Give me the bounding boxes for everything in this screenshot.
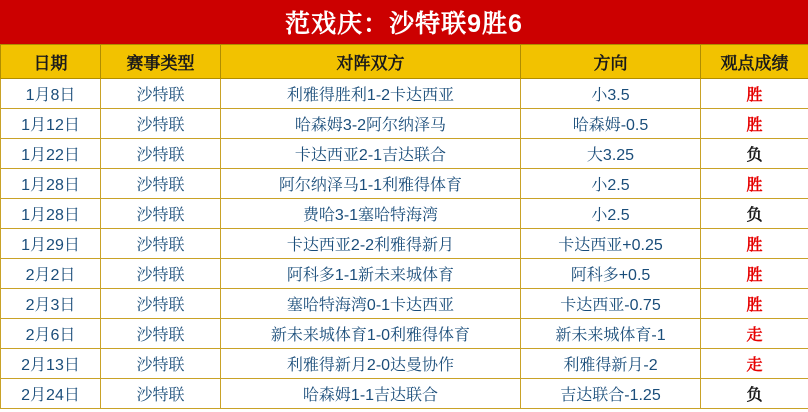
table-row <box>1 169 808 199</box>
cell-league: 沙特联 <box>101 169 221 199</box>
cell-match: 利雅得胜利1-2卡达西亚 <box>221 79 521 109</box>
cell-match: 新未来城体育1-0利雅得体育 <box>221 319 521 349</box>
column-header-date: 日期 <box>1 45 101 79</box>
cell-direction: 小2.5 <box>521 169 701 199</box>
table-row <box>1 259 808 289</box>
cell-result: 负 <box>701 139 808 169</box>
cell-result: 负 <box>701 199 808 229</box>
cell-date: 2月2日 <box>1 259 101 289</box>
cell-date: 1月22日 <box>1 139 101 169</box>
page-title: 范戏庆：沙特联9胜6 <box>285 10 523 38</box>
cell-match: 利雅得新月2-0达曼协作 <box>221 349 521 379</box>
cell-direction: 小2.5 <box>521 199 701 229</box>
records-table <box>0 44 808 409</box>
cell-direction: 利雅得新月-2 <box>521 349 701 379</box>
table-row <box>1 229 808 259</box>
cell-result: 胜 <box>701 289 808 319</box>
table-body <box>1 79 808 409</box>
cell-league: 沙特联 <box>101 349 221 379</box>
cell-match: 卡达西亚2-2利雅得新月 <box>221 229 521 259</box>
cell-league: 沙特联 <box>101 109 221 139</box>
cell-result: 胜 <box>701 109 808 139</box>
cell-date: 1月8日 <box>1 79 101 109</box>
cell-league: 沙特联 <box>101 379 221 409</box>
cell-match: 塞哈特海湾0-1卡达西亚 <box>221 289 521 319</box>
cell-match: 阿科多1-1新未来城体育 <box>221 259 521 289</box>
cell-league: 沙特联 <box>101 229 221 259</box>
table-row <box>1 349 808 379</box>
cell-match: 阿尔纳泽马1-1利雅得体育 <box>221 169 521 199</box>
cell-league: 沙特联 <box>101 259 221 289</box>
table-row <box>1 289 808 319</box>
cell-direction: 小3.5 <box>521 79 701 109</box>
cell-direction: 大3.25 <box>521 139 701 169</box>
table-row <box>1 139 808 169</box>
cell-league: 沙特联 <box>101 319 221 349</box>
cell-result: 走 <box>701 319 808 349</box>
cell-date: 1月12日 <box>1 109 101 139</box>
table-row <box>1 79 808 109</box>
cell-league: 沙特联 <box>101 79 221 109</box>
cell-date: 2月24日 <box>1 379 101 409</box>
cell-direction: 卡达西亚-0.75 <box>521 289 701 319</box>
cell-direction: 卡达西亚+0.25 <box>521 229 701 259</box>
cell-result: 胜 <box>701 229 808 259</box>
column-header-match: 对阵双方 <box>221 45 521 79</box>
cell-direction: 吉达联合-1.25 <box>521 379 701 409</box>
table-row <box>1 199 808 229</box>
cell-direction: 哈森姆-0.5 <box>521 109 701 139</box>
cell-league: 沙特联 <box>101 199 221 229</box>
cell-result: 胜 <box>701 169 808 199</box>
cell-match: 卡达西亚2-1吉达联合 <box>221 139 521 169</box>
cell-result: 负 <box>701 379 808 409</box>
cell-league: 沙特联 <box>101 139 221 169</box>
cell-result: 胜 <box>701 259 808 289</box>
table-row <box>1 379 808 409</box>
column-header-direction: 方向 <box>521 45 701 79</box>
cell-date: 2月13日 <box>1 349 101 379</box>
table-row <box>1 319 808 349</box>
cell-date: 1月29日 <box>1 229 101 259</box>
column-header-league: 赛事类型 <box>101 45 221 79</box>
cell-result: 走 <box>701 349 808 379</box>
table-header <box>1 45 808 79</box>
cell-result: 胜 <box>701 79 808 109</box>
cell-match: 费哈3-1塞哈特海湾 <box>221 199 521 229</box>
cell-match: 哈森姆1-1吉达联合 <box>221 379 521 409</box>
column-header-result: 观点成绩 <box>701 45 808 79</box>
cell-direction: 阿科多+0.5 <box>521 259 701 289</box>
cell-date: 1月28日 <box>1 199 101 229</box>
cell-direction: 新未来城体育-1 <box>521 319 701 349</box>
cell-date: 2月3日 <box>1 289 101 319</box>
cell-date: 1月28日 <box>1 169 101 199</box>
cell-date: 2月6日 <box>1 319 101 349</box>
table-row <box>1 109 808 139</box>
table-header-row <box>1 45 808 79</box>
cell-match: 哈森姆3-2阿尔纳泽马 <box>221 109 521 139</box>
cell-league: 沙特联 <box>101 289 221 319</box>
page-title-bar <box>0 0 808 44</box>
